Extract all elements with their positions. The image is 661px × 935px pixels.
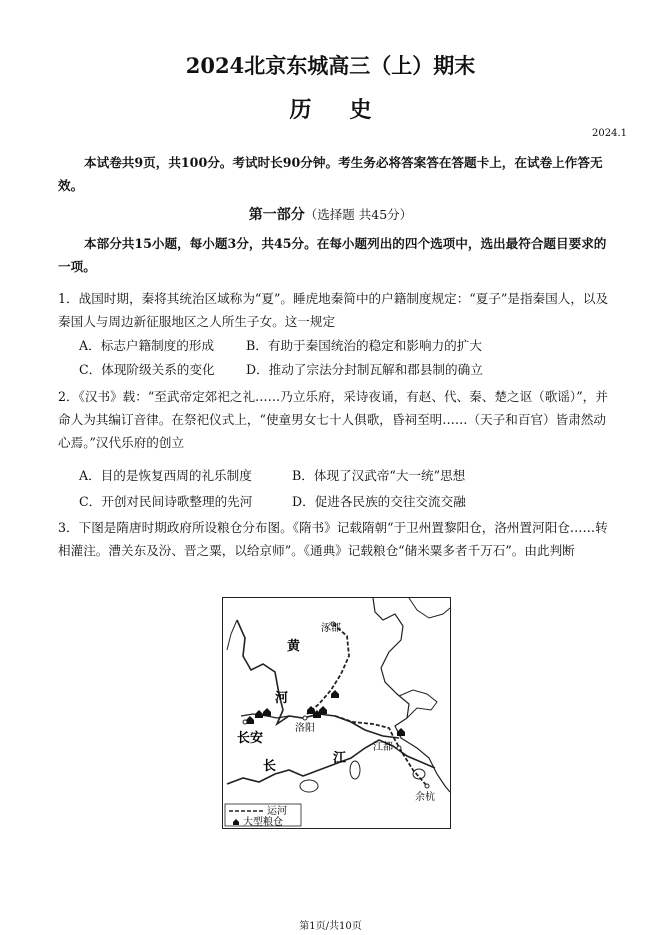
- page-footer: 第1页/共10页: [299, 921, 362, 932]
- label-jiangdu: 江都: [373, 742, 393, 753]
- label-luoyang: 洛阳: [295, 723, 315, 734]
- coastline: [373, 598, 450, 792]
- grand-canal: [307, 624, 349, 714]
- question-2-option-b: B．体现了汉武帝“大一统”思想: [292, 468, 466, 483]
- label-changan: 长安: [237, 731, 264, 746]
- label-jiang: 江: [333, 751, 347, 766]
- liaodong-shore: [409, 598, 450, 618]
- subject-title: [0, 93, 661, 124]
- label-zhuojun: 涿郡: [321, 623, 341, 634]
- section-instructions: 本部分共15小题，每小题3分，共45分。在每小题列出的四个选项中，选出最符合题目要求的一项。: [58, 236, 607, 274]
- question-3-stem: 3．下图是隋唐时期政府所设粮仓分布图。《隋书》记载隋朝“于卫州置黎阳仓，洛州置河阳仓……转相灌注。漕关东及汾、晋之粟，以给京师”。《通典》记载粮仓“储米粟多者千万石”。由此判断: [58, 520, 608, 558]
- poyang-lake: [350, 761, 360, 779]
- question-1-option-d: D．推动了宗法分封制瓦解和郡县制的确立: [246, 362, 483, 377]
- granary-marker: [255, 710, 263, 718]
- label-huang: 黄: [287, 639, 301, 654]
- yangtze-river: [227, 740, 435, 784]
- granary-map: [222, 597, 451, 829]
- exam-instructions: 本试卷共9页，共100分。考试时长90分钟。考生务必将答案答在答题卡上，在试卷上作答无效。: [58, 155, 603, 193]
- yellow-river-upper: [227, 620, 237, 650]
- question-1-stem: 1．战国时期，秦将其统治区域称为“夏”。睡虎地秦简中的户籍制度规定：“夏子”是指秦国人，以及秦国人与周边新征服地区之人所生子女。这一规定: [58, 291, 609, 329]
- label-yuhang: 余杭: [415, 792, 435, 803]
- label-he: 河: [275, 691, 289, 706]
- yellow-river: [237, 620, 399, 738]
- dongting-lake: [300, 780, 318, 792]
- subject-char-2: 史: [349, 97, 372, 123]
- legend-granary-label: 大型粮仓: [243, 817, 283, 828]
- granary-marker: [331, 690, 339, 698]
- granary-marker: [263, 708, 271, 716]
- exam-date: 2024.1: [592, 128, 627, 139]
- section-title: 第一部分: [248, 207, 305, 223]
- section-heading: [0, 204, 661, 224]
- shandong-peninsula: [399, 690, 437, 718]
- granary-marker: [307, 706, 315, 714]
- section-subtitle: （选择题 共45分）: [304, 207, 413, 222]
- exam-title: 2024北京东城高三（上）期末: [185, 53, 476, 78]
- granary-marker: [397, 728, 405, 736]
- luoyang-dot: [303, 716, 307, 720]
- granary-marker: [319, 706, 327, 714]
- question-2-stem: 2．《汉书》载：“至武帝定郊祀之礼……乃立乐府，采诗夜诵，有赵、代、秦、楚之讴（歌谣）”，并命人为其编订音律。在祭祀仪式上，“使童男女七十人俱歌，昏祠至明……（天子和百官）皆肃然动心焉。”汉代乐府的创立: [58, 389, 608, 450]
- label-chang: 长: [263, 759, 277, 774]
- question-1-option-a: A．标志户籍制度的形成: [79, 338, 215, 353]
- question-1-option-b: B．有助于秦国统治的稳定和影响力的扩大: [246, 338, 482, 353]
- yuhang-dot: [425, 784, 429, 788]
- subject-char-1: 历: [289, 97, 312, 123]
- changan-dot: [243, 720, 247, 724]
- question-2-option-d: D．促进各民族的交往交流交融: [292, 494, 466, 509]
- question-2-option-c: C．开创对民间诗歌整理的先河: [79, 494, 253, 509]
- legend-canal-label: 运河: [267, 806, 287, 817]
- tai-lake: [413, 769, 425, 779]
- question-2-option-a: A．目的是恢复西周的礼乐制度: [79, 468, 252, 483]
- jiangdu-dot: [397, 746, 401, 750]
- question-1-option-c: C．体现阶级关系的变化: [79, 362, 215, 377]
